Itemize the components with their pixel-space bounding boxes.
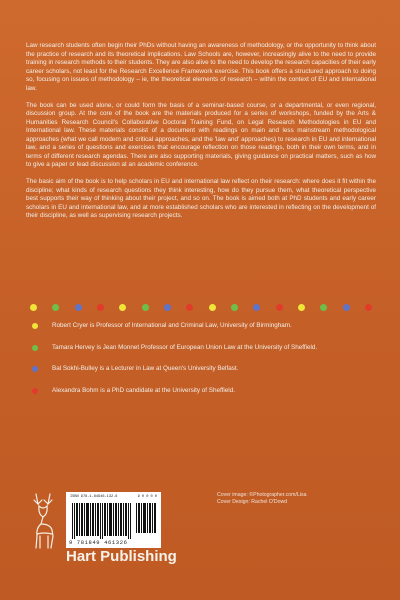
- decorative-dot-icon: [253, 304, 260, 311]
- author-item: [32, 365, 372, 374]
- author-item: [32, 387, 372, 396]
- decorative-dot-icon: [186, 304, 193, 311]
- blurb-paragraph-1: Law research students often begin their PhDs without having an awareness of methodology, or the opportunity to think about the practice of research and its theoretical implications. Law Schools are, however, increasingly alive to the need to provide training in research methods to their students. They are also alive to the need to develop the research capacities of their early career scholars, not least for the Research Excellence Framework exercise. This book offers a structured approach to doing so, focusing on issues of methodology – ie, the theoretical elements of research – within the context of EU and international law.: [26, 42, 376, 92]
- decorative-dot-icon: [52, 304, 59, 311]
- hart-deer-logo-icon: [28, 490, 60, 552]
- author-bio: Robert Cryer is Professor of International and Criminal Law, University of Birmingham.: [52, 322, 292, 329]
- decorative-dot-icon: [142, 304, 149, 311]
- author-bio: Tamara Hervey is Jean Monnet Professor of European Union Law at the University of Sheffield.: [52, 343, 318, 351]
- bullet-dot-icon: [32, 388, 38, 394]
- bullet-dot-icon: [32, 323, 38, 329]
- author-item: [32, 344, 372, 353]
- bullet-dot-icon: [32, 366, 38, 372]
- decorative-dot-icon: [75, 304, 82, 311]
- bullet-dot-icon: [32, 345, 38, 351]
- decorative-dot-icon: [209, 304, 216, 311]
- isbn-label: ISBN 978-1-84946-132-6: [70, 495, 118, 499]
- decorative-dot-icon: [365, 304, 372, 311]
- decorative-dot-icon: [343, 304, 350, 311]
- decorative-dot-icon: [164, 304, 171, 311]
- cover-credits: [217, 492, 306, 506]
- price-code: 9 0 0 0 0: [137, 495, 157, 499]
- publisher-name: Hart Publishing: [66, 548, 177, 565]
- decorative-dot-icon: [30, 304, 37, 311]
- decorative-dot-icon: [298, 304, 305, 311]
- author-list: [32, 322, 372, 408]
- barcode-digits: 9 781849 461326: [69, 539, 128, 546]
- author-bio: Bal Sokhi-Bulley is a Lecturer in Law at Queen's University Belfast.: [52, 365, 239, 372]
- decorative-dot-icon: [119, 304, 126, 311]
- author-item: [32, 322, 372, 331]
- blurb-text: [26, 42, 376, 229]
- author-bio: Alexandra Bohm is a PhD candidate at the University of Sheffield.: [52, 386, 235, 394]
- decorative-dot-icon: [231, 304, 238, 311]
- decorative-dot-icon: [320, 304, 327, 311]
- barcode-bars-icon: [72, 503, 132, 539]
- blurb-paragraph-3: The basic aim of the book is to help scholars in EU and international law reflect on their research: where does it fit within the discipline; what kinds of research questions they think interesting, how do they pursue them, what theoretical perspective best supports their way of thinking about their project, and so on. The book is aimed both at PhD students and early career scholars in EU and international law, and at more established scholars who are interested in reflecting on the development of their discipline, as well as supervising research projects.: [26, 178, 376, 219]
- blurb-paragraph-2: The book can be used alone, or could form the basis of a seminar-based course, or a departmental, or even regional, discussion group. At the core of the book are the materials produced for a series of workshops, funded by the Arts & Humanities Research Council's Collaborative Doctoral Training Fund, on Legal Research Methodologies in EU and International law. These materials consist of a document with readings on main and less mainstream methodological approaches (what we call modern and critical approaches, and the 'law and' approaches) to research in EU and international law, and a series of questions and exercises that encourage reflection on those readings, both in their own terms, and in terms of different research agendas. There are also supporting materials, giving guidance on practical matters, such as how to give a paper or lead discussion at an academic conference.: [26, 101, 376, 168]
- cover-design-credit: Cover Design: Rachel O'Dowd: [217, 499, 288, 505]
- cover-image-credit: Cover image: ©Photographer.com/Lisa: [217, 492, 307, 498]
- decorative-dot-icon: [276, 304, 283, 311]
- decorative-dot-row: [30, 304, 372, 311]
- price-bars-icon: [136, 503, 156, 533]
- barcode: [66, 492, 161, 548]
- decorative-dot-icon: [97, 304, 104, 311]
